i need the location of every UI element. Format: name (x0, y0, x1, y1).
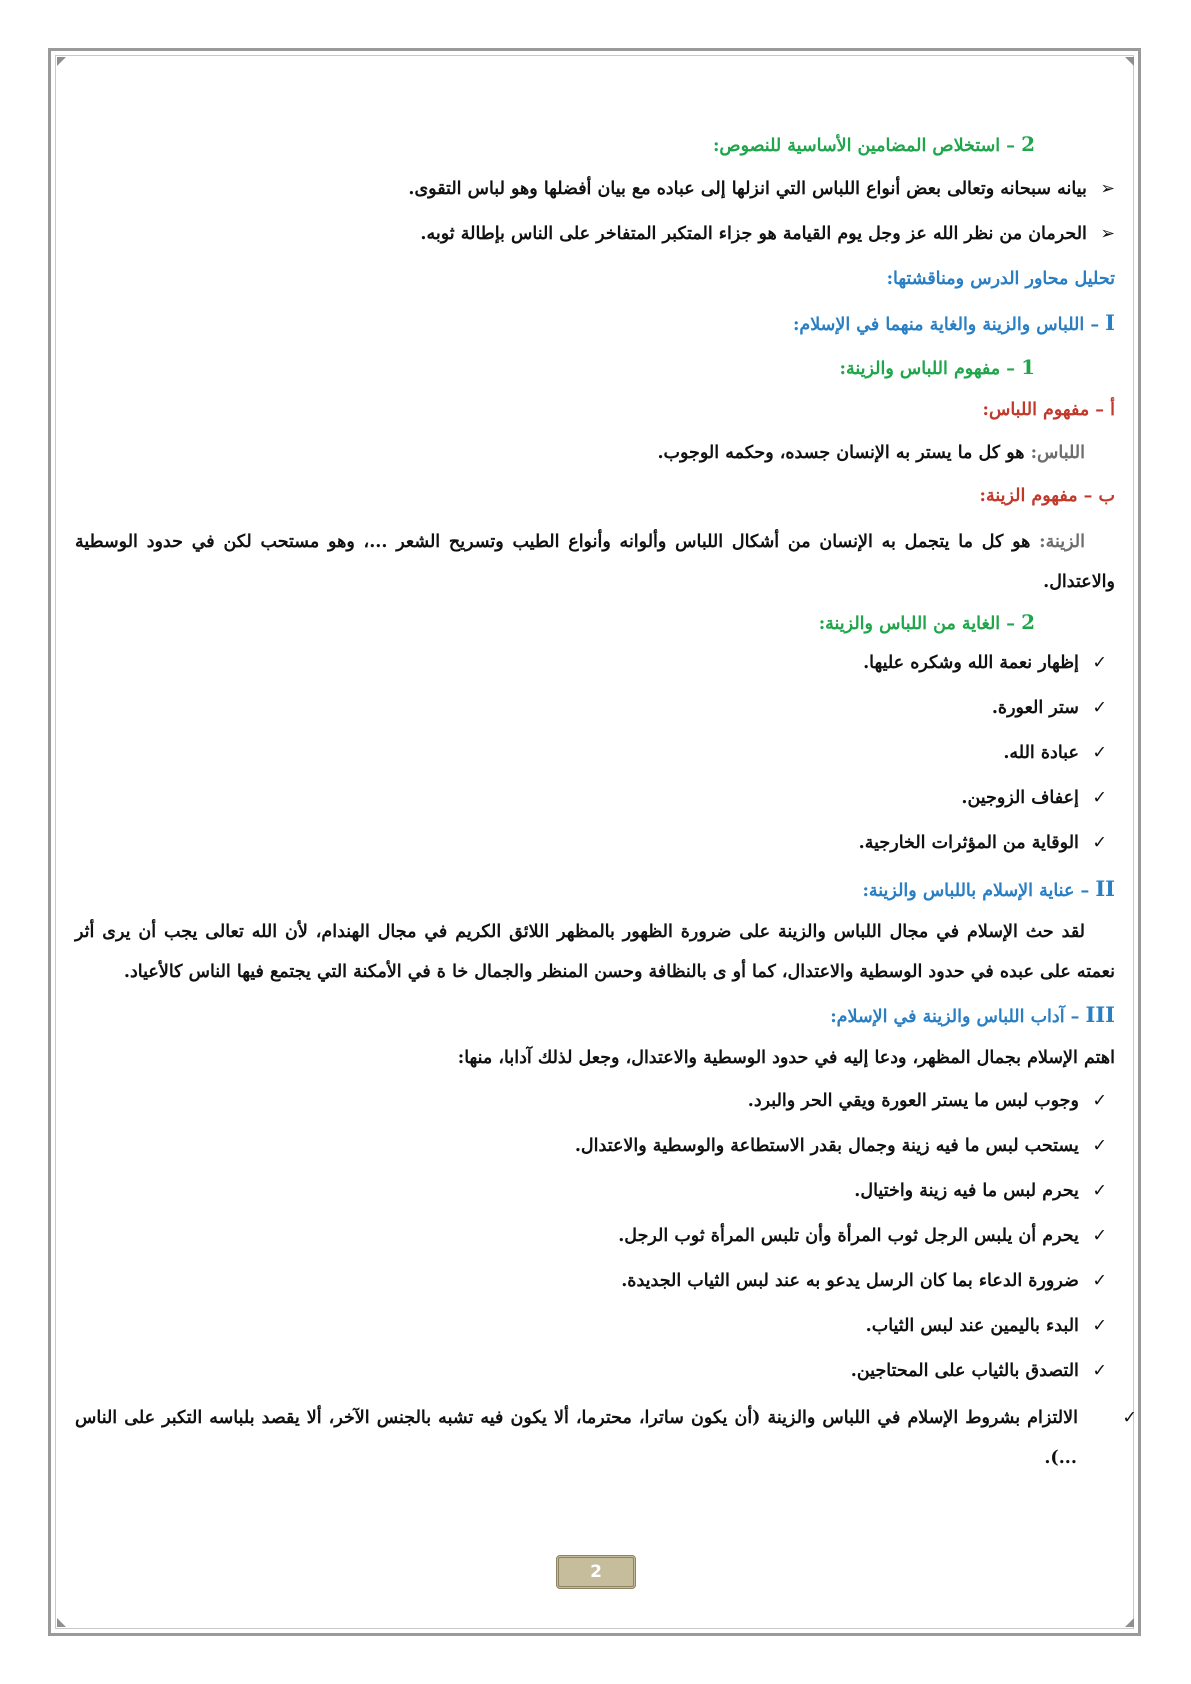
list-item: ✓ الوقاية من المؤثرات الخارجية. (858, 833, 1107, 853)
section-III-heading: III – آداب اللباس والزينة في الإسلام: (830, 1002, 1115, 1027)
list-item: ✓ عبادة الله. (1003, 743, 1107, 763)
section-II-heading: II – عناية الإسلام باللباس والزينة: (862, 876, 1115, 901)
list-item: ✓ إظهار نعمة الله وشكره عليها. (863, 653, 1107, 673)
list-item: ✓ البدء باليمين عند لبس الثياب. (865, 1316, 1107, 1336)
section-III-intro: اهتم الإسلام بجمال المظهر، ودعا إليه في حدود الوسطية والاعتدال، وجعل لذلك آدابا، منها: (457, 1048, 1115, 1068)
corner-ornament-bottom-left (57, 1618, 66, 1627)
check-icon: ✓ (1092, 1316, 1107, 1336)
subsection-a-heading: أ – مفهوم اللباس: (982, 400, 1115, 420)
section-2-heading: 2 – استخلاص المضامين الأساسية للنصوص: (712, 132, 1035, 156)
section-I-2-heading: 2 – الغاية من اللباس والزينة: (818, 610, 1035, 634)
arrow-bullet-icon: ➢ (1100, 179, 1115, 199)
section-I-1-heading: 1 – مفهوم اللباس والزينة: (839, 355, 1035, 379)
list-item: ✓ ضرورة الدعاء بما كان الرسل يدعو به عند لبس الثياب الجديدة. (621, 1271, 1107, 1291)
list-item: ✓ يحرم لبس ما فيه زينة واختيال. (854, 1181, 1107, 1201)
list-item: ➢ الحرمان من نظر الله عز وجل يوم القيامة هو جزاء المتكبر المتفاخر على الناس بإطالة ثوبه. (420, 224, 1115, 244)
section-II-paragraph: لقد حث الإسلام في مجال اللباس والزينة على ضرورة الظهور بالمظهر اللائق الكريم في مجال الهندام، لأن الله تعالى يجب أن يرى أثر نعمته على عبده في حدود الوسطية والاعتدال، كما أو ى بالنظافة وحسن المنظر والجمال خا ة في الأمكنة التي يجتمع فيها الناس كالأعياد. (75, 922, 1115, 982)
check-icon: ✓ (1092, 743, 1107, 763)
check-icon: ✓ (1092, 833, 1107, 853)
list-item: ✓ إعفاف الزوجين. (961, 788, 1107, 808)
check-icon: ✓ (1092, 1136, 1107, 1156)
list-item: ✓ وجوب لبس ما يستر العورة ويقي الحر والبرد. (747, 1091, 1107, 1111)
list-item: ✓ يحرم أن يلبس الرجل ثوب المرأة وأن تلبس المرأة ثوب الرجل. (618, 1226, 1107, 1246)
section-I-heading: I – اللباس والزينة والغاية منهما في الإسلام: (792, 310, 1115, 335)
check-icon: ✓ (1092, 698, 1107, 718)
check-icon: ✓ (1092, 1226, 1107, 1246)
list-item: ✓ يستحب لبس ما فيه زينة وجمال بقدر الاستطاعة والوسطية والاعتدال. (574, 1136, 1107, 1156)
corner-ornament-top-left (57, 57, 66, 66)
subsection-b-heading: ب – مفهوم الزينة: (979, 486, 1115, 506)
list-item: ✓ الالتزام بشروط الإسلام في اللباس والزينة (أن يكون ساترا، محترما، ألا يكون فيه تشبه بالجنس الآخر، ألا يقصد بلباسه التكبر على الناس ...). (75, 1398, 1107, 1478)
check-icon: ✓ (1092, 788, 1107, 808)
check-icon: ✓ (1092, 1091, 1107, 1111)
corner-ornament-top-right (1125, 57, 1134, 66)
analysis-heading: تحليل محاور الدرس ومناقشتها: (886, 269, 1115, 289)
libas-term: اللباس: (1030, 443, 1085, 463)
check-icon: ✓ (1122, 1408, 1137, 1428)
page-number: 2 (556, 1555, 636, 1589)
corner-ornament-bottom-right (1125, 1618, 1134, 1627)
arrow-bullet-icon: ➢ (1100, 224, 1115, 244)
check-icon: ✓ (1092, 653, 1107, 673)
check-icon: ✓ (1092, 1361, 1107, 1381)
list-item: ➢ بيانه سبحانه وتعالى بعض أنواع اللباس التي انزلها إلى عباده مع بيان أفضلها وهو لباس التقوى. (408, 179, 1115, 199)
check-icon: ✓ (1092, 1271, 1107, 1291)
zina-term: الزينة: (1039, 532, 1085, 552)
libas-definition: اللباس: هو كل ما يستر به الإنسان جسده، وحكمه الوجوب. (657, 443, 1085, 463)
list-item: ✓ ستر العورة. (991, 698, 1107, 718)
zina-definition: الزينة: هو كل ما يتجمل به الإنسان من أشكال اللباس وألوانه وأنواع الطيب وتسريح الشعر ...، وهو مستحب لكن في حدود الوسطية والاعتدال. (75, 532, 1115, 592)
list-item: ✓ التصدق بالثياب على المحتاجين. (850, 1361, 1107, 1381)
check-icon: ✓ (1092, 1181, 1107, 1201)
